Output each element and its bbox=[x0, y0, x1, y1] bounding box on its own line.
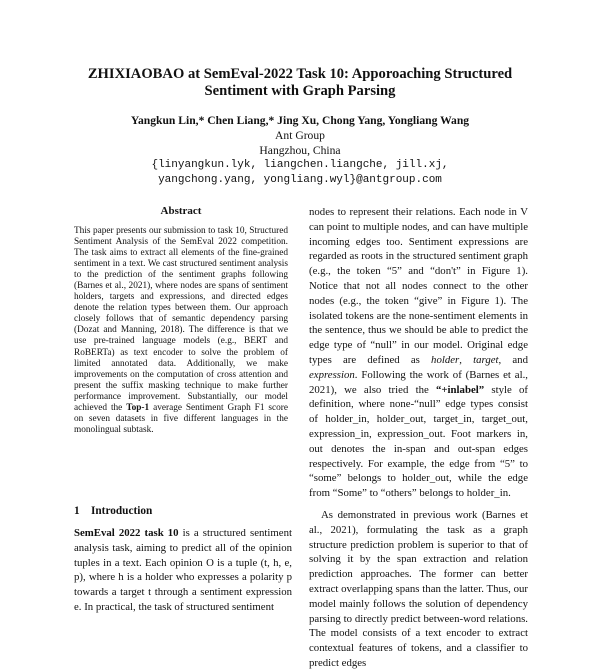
email-line-1: {linyangkun.lyk, liangchen.liangche, jill.xj, bbox=[151, 159, 449, 171]
rc-text-c: style of definition, where none-“null” edge types consist of holder_in, holder_out, target_in, target_out, expression_in, expression_out. Foot markers in, out denotes the in-span and out-span edges respectively. For example, the edge from “5” to “some” belongs to holder_out, while the edge from “Some” to “others” belongs to holder_in. bbox=[309, 383, 528, 500]
right-paragraph-2: As demonstrated in previous work (Barnes et al., 2021), formulating the task as a graph structure prediction problem is superior to that of solving it by the span extraction and relation prediction approaches. The former can better extract overlapping spans than the latter. Thus, our model mainly follows the solution of dependency parsing to directly predict between-word relations. The model consists of a text encoder to extract contextual features of tokens, and a classifier to predict edges bbox=[309, 508, 528, 669]
email-line-2: yangchong.yang, yongliang.wyl}@antgroup.com bbox=[158, 174, 442, 186]
right-column-body bbox=[309, 205, 528, 671]
affiliation-city: Hangzhou, China bbox=[259, 144, 341, 157]
rc-holder: holder bbox=[431, 353, 460, 366]
author-list: Yangkun Lin,* Chen Liang,* Jing Xu, Chong Yang, Yongliang Wang bbox=[130, 114, 470, 127]
intro-text: is a structured sentiment analysis task, aiming to predict all of the opinion tuples in a text. Each opinion O is a tuple (t, h, e, p), where h is a holder who expresses a polarity p towards a target t through a sentiment expression e. In practical, the task of structured sentiment bbox=[74, 527, 292, 613]
rc-expression: expression bbox=[309, 368, 355, 381]
abstract-text: This paper presents our submission to task 10, Structured Sentiment Analysis of the SemEval 2022 competition. The task aims to extract all elements of the fine-grained sentiment in a text. We cast structured sentiment analysis to the prediction of the sentiment graphs following (Barnes et al., 2021), where nodes are spans of sentiment holders, targets and expressions, and directed edges denote the relation types between them. Our approach closely follows that of semantic dependency parsing (Dozat and Manning, 2018). The difference is that we use pre-trained language models (e.g., BERT and RoBERTa) as text encoder to solve the problem of limited annotated data. Additionally, we make improvements on the computation of cross attention and present the suffix masking technique to make further performance improvement. Substantially, our model achieved the bbox=[74, 226, 288, 413]
rc-target: target bbox=[473, 353, 499, 366]
abstract-top1: Top-1 bbox=[126, 402, 150, 413]
section-number: 1 bbox=[74, 505, 80, 517]
abstract-body bbox=[74, 226, 288, 436]
rc-inlabel: “+inlabel” bbox=[436, 383, 485, 396]
abstract-heading: Abstract bbox=[160, 205, 202, 217]
affiliation-org: Ant Group bbox=[275, 129, 325, 142]
section-heading-introduction bbox=[74, 505, 152, 517]
rc-sep1: , bbox=[459, 353, 474, 366]
title-line-1: ZHIXIAOBAO at SemEval-2022 Task 10: Apporoaching Structured bbox=[87, 66, 513, 82]
abstract-text-end: average Sentiment Graph F1 score on seven datasets in five different languages in the monolingual subtask. bbox=[74, 402, 289, 435]
rc-text-b: . Following the work of (Barnes et al., 2021), we also tried the bbox=[309, 368, 528, 396]
rc-sep2: , and bbox=[498, 353, 528, 366]
intro-paragraph bbox=[74, 526, 292, 615]
rc-text-a: nodes to represent their relations. Each node in V can point to multiple nodes, and can have multiple incoming edges too. Sentiment expressions are regarded as roots in the structured sentiment graph (e.g., the token “5” and “don't” in Figure 1). Notice that not all nodes connect to the other nodes (e.g., the token “give” in Figure 1). The isolated tokens are the none-sentiment elements in the sentence, thus we should be able to predict the edge type of “null” in our model. Original edge types are defined as bbox=[309, 206, 528, 366]
section-title: Introduction bbox=[91, 505, 153, 517]
intro-task-name: SemEval 2022 task 10 bbox=[74, 527, 179, 539]
title-line-2: Sentiment with Graph Parsing bbox=[204, 83, 396, 99]
right-paragraph-1 bbox=[309, 205, 528, 501]
paper-title bbox=[40, 66, 560, 100]
